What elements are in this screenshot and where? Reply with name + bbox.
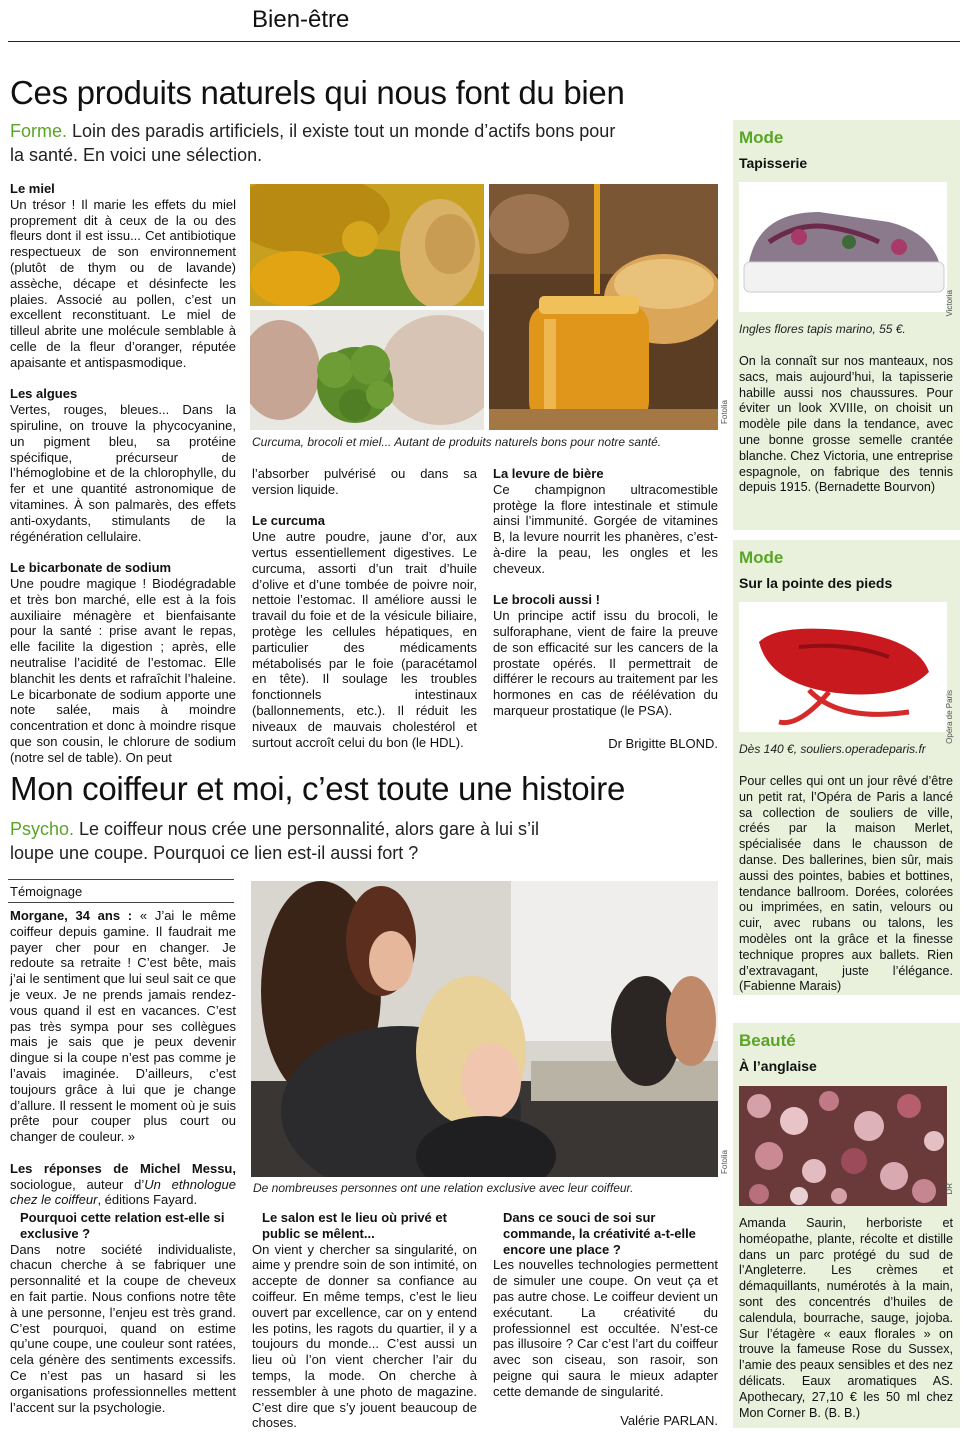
article2-photo-credit: Fotolia — [720, 1150, 729, 1175]
box3-heading: Beauté — [739, 1031, 796, 1050]
box1-subheading: Tapisserie — [739, 155, 808, 171]
subheading: Le miel — [10, 181, 55, 196]
paragraph-gap — [10, 371, 236, 387]
temoignage-label: Témoignage — [10, 884, 83, 899]
paragraph: Une poudre magique ! Biodégradable et très bon marché, elle est à la fois auxiliaire ménagère et bienfaisante pour la santé : prise avant le repas, elle facilite la digestion ; après, elle neutralise l’acidité de l’estomac. Elle blanchit les dents et rafraîchit l’haleine. Le bicarbonate de sodium apporte une note salée, mais à moindre concentration et donc à moindre risque que son cousin, le chlorure de sodium (notre sel de table). On peut — [10, 575, 236, 765]
sidebar-box-anglaise — [733, 1023, 960, 1428]
question-1: Pourquoi cette relation est-elle si exclusive ? — [20, 1210, 225, 1241]
turmeric-photo — [250, 184, 484, 306]
article1-caption: Curcuma, brocoli et miel... Autant de produits naturels bons pour notre santé. — [252, 435, 662, 449]
subheading: Le curcuma — [252, 513, 325, 529]
box1-photo-credit: Victoria — [945, 290, 954, 317]
box2-body: Pour celles qui ont un jour rêvé d’être un petit rat, l’Opéra de Paris a lancé sa collection de souliers de ville, créés par la maison Merlet, spécialisée dans le chausson de danse. Des ballerines, bien sûr, mais aussi des pointes, babies et bottines, tendance ballroom. Dorées, colorées ou imprimées, en satin, velours ou cuir, avec rubans ou talons, les modèles ont la grâce et la finesse technique propres aux ballets. Rien d’extravagant, juste l’élégance. (Fabienne Marais) — [739, 774, 953, 994]
tapestry-sneaker-image — [739, 182, 947, 312]
box3-body: Amanda Saurin, herboriste et homéopathe, plante, récolte et distille dans un parc protégé du sud de l’Angleterre. Les crèmes et démaquillants, numérotés à la main, sont des concentrés d’huiles de calendula, bourrache, sauge, jojoba. Sur l’étagère « eaux florales » on trouve la fameuse Rose du Sussex, l’amie des peaux sensibles et des nez délicats. Eaux aromatiques AS. Apothecary, 27,10 € les 50 ml chez Mon Corner B. (B. B.) — [739, 1216, 953, 1420]
section-title: Bien-être — [252, 6, 350, 33]
temoignage-bottom-rule — [8, 902, 234, 903]
article2-signature: Valérie PARLAN. — [620, 1413, 718, 1428]
temoignage-column — [10, 908, 236, 1208]
article1-column-2 — [252, 466, 477, 750]
broccoli-photo — [250, 310, 484, 430]
answer-2: On vient y chercher sa singularité, on aime y prendre soin de son intimité, on accepte de donner sa confiance au coiffeur. En même temps, c’est le lieu ouvert par excellence, car on y entend les potins, les ragots du quartier, il y a toujours du monde... C’est aussi un lieu où l’on vient chercher l’air du temps, la mode. On cherche à ressembler à une photo de magazine. C’est dire que s’y jouent beaucoup de choses. — [252, 1241, 477, 1431]
subheading: Les algues — [10, 386, 78, 402]
box1-caption: Ingles flores tapis marino, 55 €. — [739, 322, 906, 336]
paragraph-gap — [252, 498, 477, 514]
sidebar-box-tapisserie — [733, 120, 960, 530]
article2-headline: Mon coiffeur et moi, c’est toute une histoire — [10, 770, 626, 807]
paragraph: Vertes, rouges, bleues... Dans la spiruline, on trouve la phycocyanine, un pigment bleu, sa protéine spécifique, précurseur de l’hémoglobine et de la chlorophylle, du fer et une quantité astronomique de vitamines. À son palmarès, des effets anti-oxydants, stimulants de la régénération cellulaire. — [10, 402, 236, 544]
box2-heading: Mode — [739, 548, 784, 567]
box3-subheading: À l’anglaise — [739, 1058, 817, 1074]
header-rule — [8, 41, 960, 42]
paragraph-gap — [10, 544, 236, 560]
box2-subheading: Sur la pointe des pieds — [739, 575, 893, 591]
question-2: Le salon est le lieu où privé et public se mêlent... — [262, 1210, 447, 1241]
article1-lead — [10, 119, 620, 167]
sidebar-box-pointe — [733, 540, 960, 995]
rose-petals-image — [739, 1086, 947, 1206]
temoignage-text: « J’ai le même coiffeur depuis gamine. Il faudrait me payer cher pour en changer. Je redoute sa retraite ! C’est bête, mais j’ai le sentiment que lui seul sait ce que je veux. Je ne prends jamais rendez-vous quand il est en vacances. C’est pas très sympa pour ses collègues mais je sais que je peux devenir dingue si la coupe n’est pas comme je l’avais imaginée. D’ailleurs, c’est toujours grâce à lui que je change d’allure. Il ressent le moment où je suis prête pour couper plus court ou changer de couleur. » — [10, 908, 236, 1145]
paragraph: l’absorber pulvérisé ou dans sa version liquide. — [252, 466, 477, 497]
article1-headline: Ces produits naturels qui nous font du bien — [10, 74, 625, 111]
question-3: Dans ce souci de soi sur commande, la créativité a-t-elle encore une place ? — [503, 1210, 696, 1257]
answer-3: Les nouvelles technologies permettent de simuler une coupe. On veut ça et pas autre chose. Le coiffeur devient un exécutant. La créativité du professionnel est occultée. N’est-ce pas illusoire ? Car c’est l’art du coiffeur avec son ciseau, son rasoir, son peigne qui saura le mieux adapter cette demande de singularité. — [493, 1257, 718, 1399]
paragraph: Un trésor ! Il marie les effets du miel proprement dit à ceux de la ou des fleurs dont il est issu... Cet antibiotique respectueux de son environnement (plutôt de thym ou de lavande) assèche, décape et désinfecte les plaies. Associé au pollen, c’est un excellent reconstituant. Le miel de tilleul abrite une molécule semblable à celle de la fleur d’oranger, réputée apaisante et antispasmodique. — [10, 196, 236, 370]
temoignage-top-rule — [8, 879, 234, 880]
article1-signature: Dr Brigitte BLOND. — [608, 736, 718, 751]
article2-lead — [10, 817, 570, 865]
article2-kicker: Psycho. — [10, 819, 75, 839]
hairdresser-photo — [251, 881, 718, 1177]
reponses-intro-publisher: , éditions Fayard. — [97, 1192, 198, 1208]
box1-body: On la connaît sur nos manteaux, nos sacs, mais aujourd’hui, la tapisserie habille aussi nos chaussures. Pour éviter un look XVIIIe, on choisit un modèle pile dans la tendance, avec une bonne grosse semelle crantée blanche. Chez Victoria, une entreprise espagnole, on fabrique des tennis depuis 1915. (Bernadette Bourvon) — [739, 354, 953, 495]
box3-photo-credit: DR — [945, 1183, 954, 1195]
question-1-column — [10, 1210, 236, 1415]
box2-photo-credit: Opéra de Paris — [945, 690, 954, 744]
subheading: Le bicarbonate de sodium — [10, 560, 172, 576]
temoignage-name: Morgane, 34 ans : — [10, 908, 133, 923]
article2-lead-text: Le coiffeur nous crée une personnalité, alors gare à lui s’il loupe une coupe. Pourquoi ce lien est-il aussi fort ? — [10, 819, 539, 863]
article1-photo-credit: Fotolia — [720, 400, 729, 425]
honey-photo — [489, 184, 718, 430]
article2-caption: De nombreuses personnes ont une relation exclusive avec leur coiffeur. — [253, 1181, 634, 1195]
subheading: La levure de bière — [493, 466, 604, 481]
book-title: Un ethnologue chez le coiffeur — [10, 1176, 236, 1208]
box1-heading: Mode — [739, 128, 784, 147]
question-2-column — [252, 1210, 477, 1431]
reponses-intro-text: sociologue, auteur d’ — [10, 1176, 145, 1192]
red-ballet-shoe-image — [739, 602, 947, 732]
article1-column-3 — [493, 466, 718, 719]
box2-caption: Dès 140 €, souliers.operadeparis.fr — [739, 742, 926, 756]
paragraph: Ce champignon ultracomestible protège la flore intestinale et stimule ainsi l’immunité. Gorgée de vitamines B, la levure nourrit les phanères, c’est-à-dire la peau, les ongles et les cheveux. — [493, 481, 718, 576]
subheading: Le brocoli aussi ! — [493, 592, 600, 608]
answer-1: Dans notre société individualiste, chacun cherche à se fabriquer une personnalité et la coupe de cheveux en fait partie. Nous confions notre tête à une personne, l’enjeu est très grand. C’est pourquoi, quand on estime qu’une coupe, une couleur sont ratées, cela génère des sentiments excessifs. Ce n’est pas un hasard si les organisations professionnelles mettent l’accent sur la psychologie. — [10, 1241, 236, 1415]
article1-column-1 — [10, 181, 236, 765]
paragraph: Une autre poudre, jaune d’or, aux vertus essentiellement digestives. Le curcuma, assorti d’un trait d’huile d’olive et d’une tombée de poivre noir, nettoie l’estomac. Il améliore aussi le travail du foie et de la vésicule biliaire, protège les cellules hépatiques, en particulier des médicaments métabolisés par le foie (paracétamol en tête). Il soulage les troubles fonctionnels intestinaux (ballonnements, etc.). Il réduit les niveaux de mauvais cholestérol et surtout accroît celui du bon (le HDL). — [252, 529, 477, 750]
paragraph: Un principe actif issu du brocoli, le sulforaphane, vient de faire la preuve de son efficacité sur les cancers de la prostate opérés. Il permettrait de différer le recours au traitement par les hormones en cas de réélévation du marqueur prostatique (le PSA). — [493, 608, 718, 718]
question-3-column — [493, 1210, 718, 1400]
article1-kicker: Forme. — [10, 121, 68, 141]
article1-lead-text: Loin des paradis artificiels, il existe tout un monde d’actifs bons pour la santé. En voici une sélection. — [10, 121, 616, 165]
paragraph-gap — [493, 577, 718, 593]
reponses-intro-bold: Les réponses de Michel Messu, — [10, 1160, 236, 1176]
